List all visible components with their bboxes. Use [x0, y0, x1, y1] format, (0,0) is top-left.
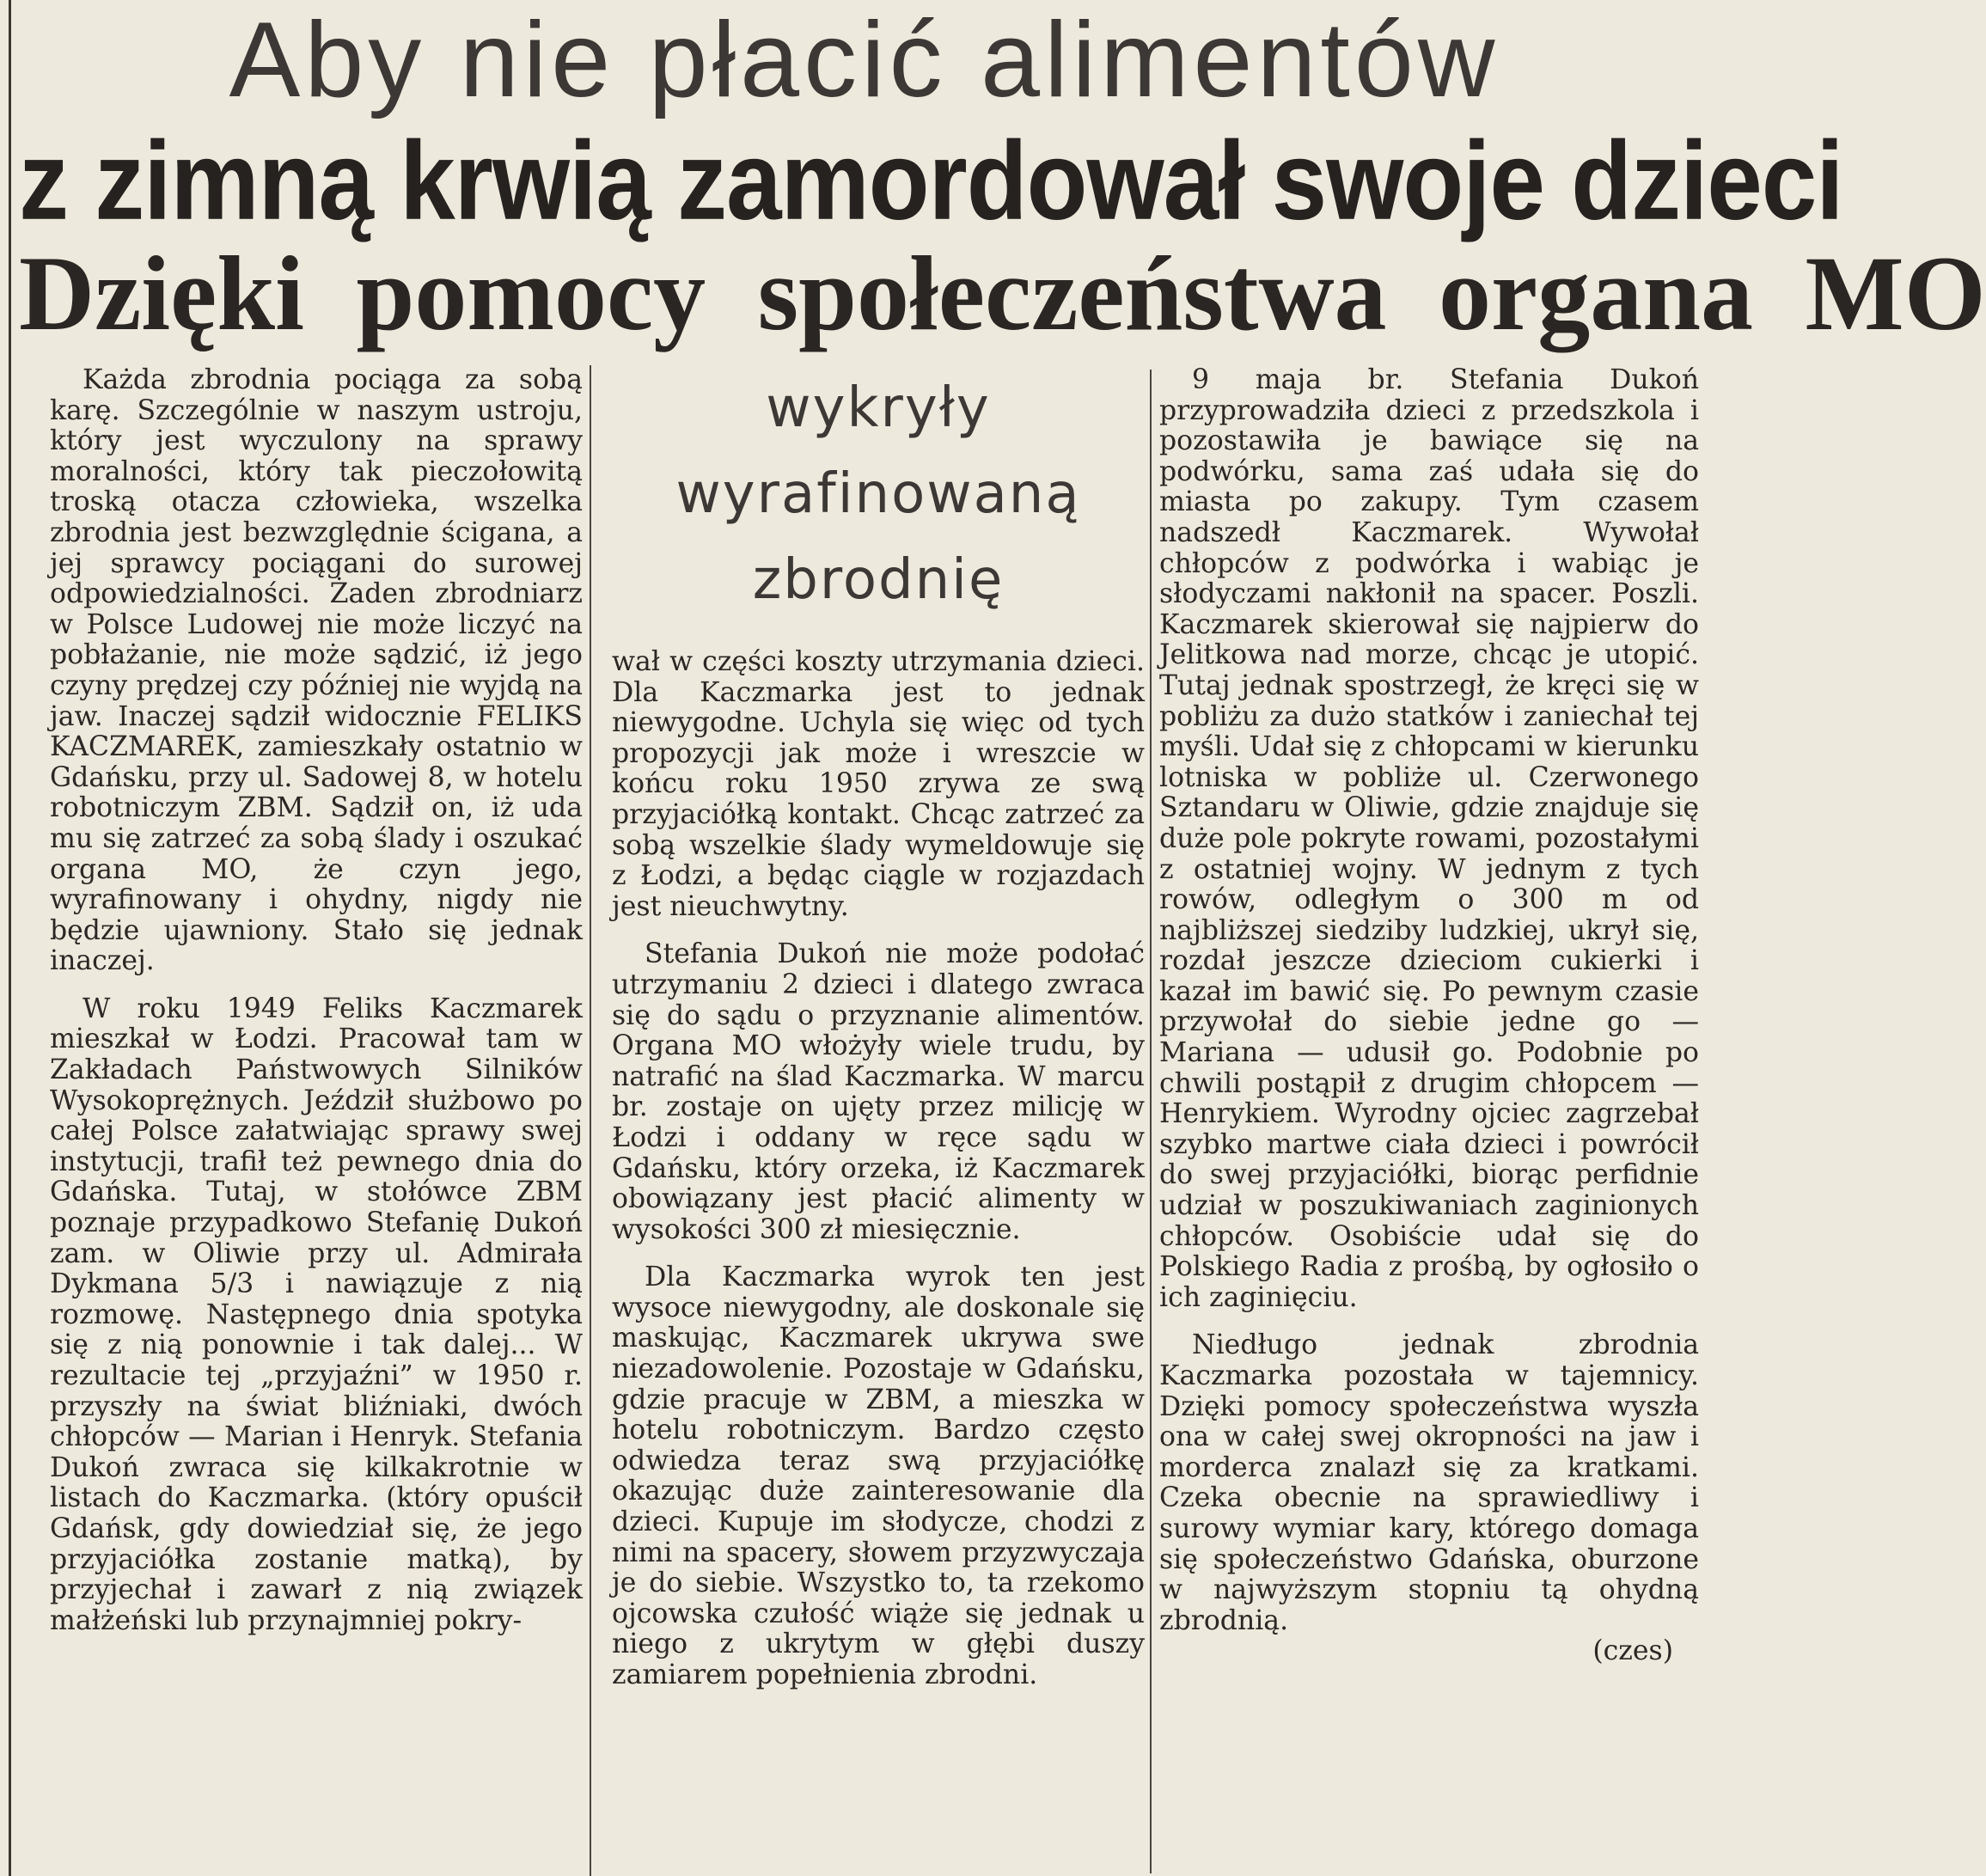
subheadline-line-3: zbrodnię — [752, 548, 1005, 612]
author-signature: (czes) — [1592, 1635, 1673, 1667]
subheadline-line-1: wykryły — [766, 376, 991, 440]
column-divider — [590, 365, 591, 1876]
paragraph: 9 maja br. Stefania Dukoń przyprowadziła dzieci z przedszkola i pozostawiła je bawiące się na podwórku, sama zaś udała się do miasta po zakupy. Tym czasem nadszedł Kaczmarek. Wywołał chłopców z podwórka i wabiąc je słodyczami nakłonił na spacer. Poszli. Kaczmarek skierował się najpierw do Jelitkowa nad morze, chcąc je utopić. Tutaj jednak spostrzegł, że kręci się w pobliżu za dużo statków i zaniechał tej myśli. Udał się z chłopcami w kierunku lotniska w pobliże ul. Czerwonego Sztandaru w Oliwie, gdzie znajduje się duże pole pokryte rowami, pozostałymi z ostatniej wojny. W jednym z tych rowów, odległym o 300 m od najbliższej siedziby ludzkiej, ukrył się, rozdał jeszcze dzieciom cukierki i kazał im bawić się. Po pewnym czasie przywołał do siebie jedne go — Mariana — udusił go. Podobnie po chwili postąpił z drugim chłopcem — Henrykiem. Wyrodny ojciec zagrzebał szybko martwe ciała dzieci i powrócił do swej przyjaciółki, biorąc perfidnie udział w poszukiwaniach zaginionych chłopców. Osobiście udał się do Polskiego Radia z prośbą, by ogłosiło o ich zaginięciu. — [1159, 364, 1699, 1313]
paragraph: Stefania Dukoń nie może podołać utrzymaniu 2 dzieci i dlatego zwraca się do sądu o przyznanie alimentów. Organa MO włożyły wiele trudu, by natrafić na ślad Kaczmarka. W marcu br. zostaje on ujęty przez milicję w Łodzi i oddany w ręce sądu w Gdańsku, który orzeka, iż Kaczmarek obowiązany jest płacić alimenty w wysokości 300 zł miesięcznie. — [612, 938, 1145, 1245]
headline-line-2: z zimną krwią zamordował swoje dzieci — [19, 118, 1843, 243]
column-divider — [1150, 370, 1152, 1873]
page-edge-rule — [9, 0, 11, 1876]
paragraph: Każda zbrodnia pociąga za sobą karę. Szczególnie w naszym ustroju, który jest wyczulony na sprawy moralności, który tak pieczołowitą troską otacza człowieka, wszelka zbrodnia jest bezwzględnie ścigana, a jej sprawcy pociągani do surowej odpowiedzialności. Żaden zbrodniarz w Polsce Ludowej nie może liczyć na pobłażanie, nie może sądzić, iż jego czyny prędzej czy później nie wyjdą na jaw. Inaczej sądził widocznie FELIKS KACZMAREK, zamieszkały ostatnio w Gdańsku, przy ul. Sadowej 8, w hotelu robotniczym ZBM. Sądził on, iż uda mu się zatrzeć za sobą ślady i oszukać organa MO, że czyn jego, wyrafinowany i ohydny, nigdy nie będzie ujawniony. Stało się jednak inaczej. — [50, 364, 583, 977]
paragraph: Dla Kaczmarka wyrok ten jest wysoce niewygodny, ale doskonale się maskując, Kaczmarek ukrywa swe niezadowolenie. Pozostaje w Gdańsku, gdzie pracuje w ZBM, a mieszka w hotelu robotniczym. Bardzo często odwiedza teraz swą przyjaciółkę okazując duże zainteresowanie dla dzieci. Kupuje im słodycze, chodzi z nimi na spacery, słowem przyzwyczaja je do siebie. Wszystko to, ta rzekomo ojcowska czułość wiąże się jednak u niego z ukrytym w głębi duszy zamiarem popełnienia zbrodni. — [612, 1262, 1145, 1690]
paragraph: Niedługo jednak zbrodnia Kaczmarka pozostała w tajemnicy. Dzięki pomocy społeczeństwa wyszła ona w całej swej okropności na jaw i morderca znalazł się za kratkami. Czeka obecnie na sprawiedliwy i surowy wymiar kary, którego domaga się społeczeństwo Gdańska, oburzone w najwyższym stopniu tą ohydną zbrodnią. — [1159, 1329, 1699, 1636]
subheadline-line-2: wyrafinowaną — [675, 462, 1081, 526]
subheadline — [612, 365, 1145, 623]
headline-line-1: Aby nie płacić alimentów — [229, 1, 1500, 119]
paragraph: W roku 1949 Feliks Kaczmarek mieszkał w Łodzi. Pracował tam w Zakładach Państwowych Silników Wysokoprężnych. Jeździł służbowo po całej Polsce załatwiając sprawy swej instytucji, trafił też pewnego dnia do Gdańska. Tutaj, w stołówce ZBM poznaje przypadkowo Stefanię Dukoń zam. w Oliwie przy ul. Admirała Dykmana 5/3 i nawiązuje z nią rozmowę. Następnego dnia spotyka się z nią ponownie i tak dalej... W rezultacie tej „przyjaźni” w 1950 r. przyszły na świat bliźniaki, dwóch chłopców — Marian i Henryk. Stefania Dukoń zwraca się kilkakrotnie w listach do Kaczmarka. (który opuścił Gdańsk, gdy dowiedział się, że jego przyjaciółka zostanie matką), by przyjechał i zawarł z nią związek małżeński lub przynajmniej pokry- — [50, 993, 583, 1636]
headline-line-3: Dzięki pomocy społeczeństwa organa MO — [19, 234, 1986, 353]
article-column-1 — [50, 365, 583, 1876]
paragraph: wał w części koszty utrzymania dzieci. Dla Kaczmarka jest to jednak niewygodne. Uchyla się więc od tych propozycji jak może i wreszcie w końcu roku 1950 zrywa ze swą przyjaciółką kontakt. Chcąc zatrzeć za sobą wszelkie ślady wymeldowuje się z Łodzi, a będąc ciągle w rozjazdach jest nieuchwytny. — [612, 646, 1145, 922]
article-column-3 — [1159, 365, 1699, 1876]
article-column-2 — [612, 365, 1145, 1876]
article-columns — [19, 365, 1709, 1876]
